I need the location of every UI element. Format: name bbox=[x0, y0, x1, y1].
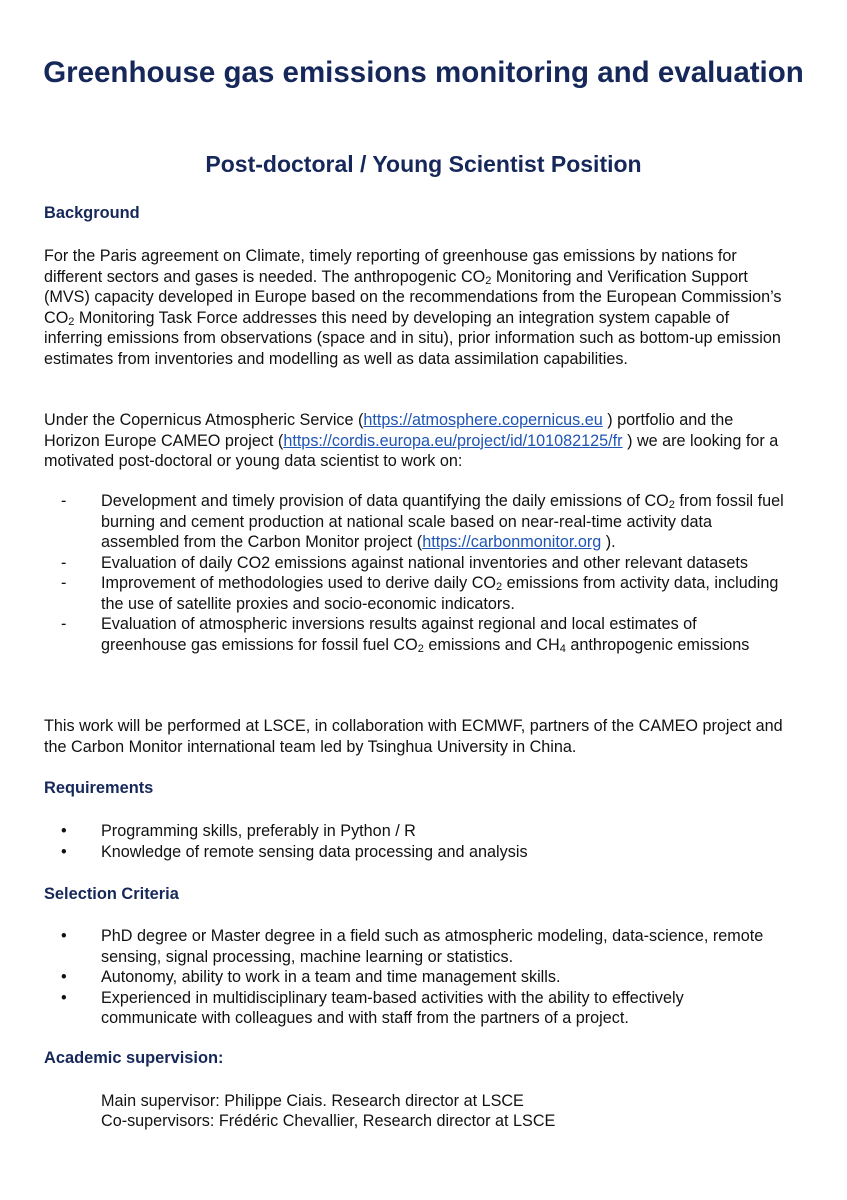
main-supervisor: Main supervisor: Philippe Ciais. Research director at LSCE bbox=[101, 1092, 524, 1110]
carbonmonitor-link[interactable]: https://carbonmonitor.org bbox=[422, 533, 602, 551]
list-item: - Evaluation of daily CO2 emissions against national inventories and other relevant datasets bbox=[61, 553, 748, 572]
task-list bbox=[44, 491, 784, 655]
supervision-heading: Academic supervision: bbox=[44, 1049, 224, 1067]
list-item: - Improvement of methodologies used to derive daily $CO_2$ emissions from activity data, including the use of satellite proxies and socio-economic indicators. bbox=[61, 574, 779, 613]
background-heading: Background bbox=[44, 204, 140, 222]
background-paragraph-1: For the Paris agreement on Climate, timely reporting of greenhouse gas emissions by nations for different sectors and gases is needed. The anthropogenic $CO_2$ Monitoring and Verification Support (MVS) capacity developed in Europe based on the recommendations from the European Commission’s $CO_2$ Monitoring Task Force addresses this need by developing an integration system capable of inferring emissions from observations (space and in situ), prior information such as bottom-up emission estimates from inventories and modelling as well as data assimilation capabilities. bbox=[44, 247, 782, 368]
dash-marker: - bbox=[61, 574, 67, 592]
co-supervisors: Co-supervisors: Frédéric Chevallier, Research director at LSCE bbox=[101, 1112, 556, 1130]
dash-marker: - bbox=[61, 553, 67, 572]
list-item: • Experienced in multidisciplinary team-based activities with the ability to effectively communicate with colleagues and with staff from the partners of a project. bbox=[61, 988, 684, 1027]
list-item: • Knowledge of remote sensing data processing and analysis bbox=[61, 842, 528, 861]
document-title: Greenhouse gas emissions monitoring and evaluation bbox=[43, 56, 804, 89]
background-paragraph-3: This work will be performed at LSCE, in collaboration with ECMWF, partners of the CAMEO project and the Carbon Monitor international team led by Tsinghua University in China. bbox=[44, 717, 783, 756]
list-item: - Evaluation of atmospheric inversions results against regional and local estimates of greenhouse gas emissions for fossil fuel $CO_2$ emissions and $CH_4$ anthropogenic emissions bbox=[61, 615, 750, 655]
list-item: - Development and timely provision of data quantifying the daily emissions of $CO_2$ from fossil fuel burning and cement production at national scale based on near-real-time activity data assembled from the Carbon Monitor project (https://carbonmonitor.org ). bbox=[61, 492, 784, 551]
selection-criteria-heading: Selection Criteria bbox=[44, 885, 179, 903]
list-item: • PhD degree or Master degree in a field such as atmospheric modeling, data-science, remote sensing, signal processing, machine learning or statistics. bbox=[61, 927, 764, 966]
background-paragraph-2: Under the Copernicus Atmospheric Service (https://atmosphere.copernicus.eu ) portfolio and the Horizon Europe CAMEO project (https://cordis.europa.eu/project/id/101082125/fr ) we are looking for a motivated post-doctoral or young data scientist to work on: bbox=[44, 411, 779, 470]
bullet-marker: • bbox=[61, 822, 67, 840]
document-subtitle: Post-doctoral / Young Scientist Position bbox=[205, 151, 642, 177]
requirements-list bbox=[44, 821, 784, 862]
bullet-marker: • bbox=[61, 842, 67, 861]
requirements-heading: Requirements bbox=[44, 779, 154, 797]
bullet-marker: • bbox=[61, 988, 67, 1007]
bullet-marker: • bbox=[61, 968, 67, 986]
dash-marker: - bbox=[61, 615, 67, 633]
cordis-link[interactable]: https://cordis.europa.eu/project/id/101082125/fr bbox=[283, 431, 623, 450]
list-item: • Programming skills, preferably in Python / R bbox=[61, 822, 416, 840]
copernicus-link[interactable]: https://atmosphere.copernicus.eu bbox=[363, 411, 603, 429]
bullet-marker: • bbox=[61, 927, 67, 945]
dash-marker: - bbox=[61, 492, 67, 510]
selection-criteria-list bbox=[44, 926, 784, 1029]
list-item: • Autonomy, ability to work in a team and time management skills. bbox=[61, 968, 561, 986]
